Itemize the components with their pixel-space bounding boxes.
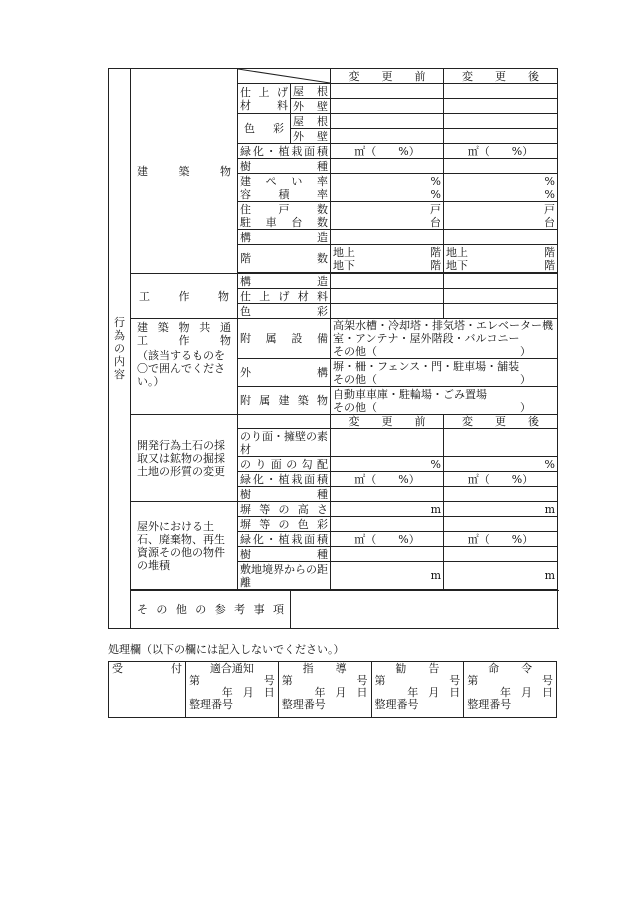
- notice-cell: [186, 662, 279, 718]
- storage-tree-before[interactable]: [331, 547, 444, 562]
- hi-label: 日: [263, 686, 275, 699]
- dev-tree-after[interactable]: [444, 487, 558, 502]
- units-mark: 戸: [544, 202, 555, 216]
- order-cell: [464, 662, 557, 718]
- common-category-cell: [131, 319, 238, 415]
- other-reference-field[interactable]: [291, 591, 558, 629]
- exterior-other: その他（ ）: [333, 372, 531, 386]
- car-mark: 台: [544, 215, 555, 229]
- fence-color-after[interactable]: [444, 517, 558, 532]
- annex-label: 附属建築物: [238, 387, 331, 415]
- boundary-distance-after[interactable]: m: [444, 562, 558, 590]
- hi-label: 日: [449, 686, 461, 699]
- slope-gradient-after[interactable]: %: [444, 457, 558, 472]
- tree-species-after[interactable]: [444, 159, 558, 174]
- floor-mark: 階: [430, 258, 441, 272]
- go-label: 号: [449, 674, 461, 687]
- dev-green-before[interactable]: ㎡（ %）: [331, 472, 444, 487]
- receipt-cell: [109, 662, 186, 718]
- header-before: 変 更 前: [331, 69, 444, 84]
- equipment-other: その他（ ）: [333, 345, 531, 358]
- section-title-char: 為: [114, 329, 125, 342]
- boundary-distance-label: 敷地境界からの距離: [238, 562, 331, 590]
- annex-options[interactable]: [331, 387, 558, 415]
- seiri-label: 整理番号: [467, 698, 512, 711]
- dev-header-before: 変 更 前: [331, 415, 444, 429]
- equipment-options[interactable]: [331, 319, 558, 359]
- annex-text: 自動車車庫・駐輪場・ごみ置場: [333, 387, 487, 401]
- seiri-label: 整理番号: [281, 698, 326, 711]
- above-label: 地上: [446, 245, 468, 259]
- floors-label: 階 数: [238, 245, 331, 273]
- above-label: 地上: [333, 245, 355, 259]
- parking-label: 駐 車 台 数: [240, 215, 328, 229]
- below-label: 地下: [446, 258, 468, 272]
- fence-color-label: 塀等の色彩: [238, 517, 331, 532]
- storage-green-after[interactable]: ㎡（ %）: [444, 532, 558, 547]
- nen-label: 年: [221, 686, 233, 699]
- percent-mark: %: [430, 174, 441, 188]
- dwelling-units-label: 住 戸 数: [240, 202, 328, 216]
- dev-tree-label: 樹 種: [238, 487, 331, 502]
- guidance-cell: [278, 662, 371, 718]
- storage-green-label: 緑化・植栽面積: [238, 532, 331, 547]
- building-structure-label: 構 造: [238, 230, 331, 245]
- seiri-label: 整理番号: [189, 698, 233, 711]
- boundary-distance-before[interactable]: m: [331, 562, 444, 590]
- finish-roof-after[interactable]: [444, 84, 558, 99]
- green-area-after[interactable]: ㎡（ %）: [444, 144, 558, 159]
- section-title-char: の: [114, 342, 125, 355]
- green-area-label: 緑化・植栽面積: [238, 144, 331, 159]
- storage-green-before[interactable]: ㎡（ %）: [331, 532, 444, 547]
- order-title: 命 令: [488, 662, 533, 675]
- hi-label: 日: [356, 686, 368, 699]
- seiri-label: 整理番号: [374, 698, 419, 711]
- processing-label: 処理欄（以下の欄には記入しないでください。）: [108, 643, 345, 656]
- processing-table: [108, 661, 557, 718]
- nen-label: 年: [407, 686, 419, 699]
- dai-label: 第: [189, 674, 200, 687]
- si-color-before[interactable]: [331, 304, 444, 319]
- go-label: 号: [356, 674, 368, 687]
- common-category-l1: 建 築 物 共 通: [137, 321, 231, 334]
- slope-material-before[interactable]: [331, 429, 444, 457]
- structure-item-category: 工 作 物: [131, 274, 238, 319]
- storage-tree-label: 樹 種: [238, 547, 331, 562]
- receipt-label: 受 付: [112, 662, 182, 675]
- si-structure-label: 構 造: [238, 274, 331, 289]
- si-finish-before[interactable]: [331, 289, 444, 304]
- color-label: 色 彩: [238, 114, 291, 144]
- slope-gradient-label: のり面の勾配: [238, 457, 331, 472]
- dai-label: 第: [467, 674, 479, 687]
- storage-tree-after[interactable]: [444, 547, 558, 562]
- dev-green-after[interactable]: ㎡（ %）: [444, 472, 558, 487]
- go-label: 号: [263, 674, 275, 687]
- ratio-after[interactable]: [444, 174, 558, 202]
- structure-after[interactable]: [444, 230, 558, 245]
- slope-material-after[interactable]: [444, 429, 558, 457]
- dev-header-after: 変 更 後: [444, 415, 558, 429]
- building-category: 建 築 物: [131, 69, 238, 274]
- percent-mark: %: [544, 187, 555, 201]
- nen-label: 年: [500, 686, 511, 699]
- finish-wall-before[interactable]: [331, 99, 444, 114]
- notice-title: 適合通知: [209, 662, 254, 675]
- percent-mark: %: [430, 187, 441, 201]
- units-label: [238, 202, 331, 230]
- section-title-cell: [109, 69, 131, 629]
- guidance-title: 指 導: [302, 662, 347, 675]
- roof-label: 屋 根: [291, 84, 331, 99]
- units-before[interactable]: [331, 202, 444, 230]
- storage-category: 屋外における土石、廃棄物、再生資源その他の物件の堆積: [131, 502, 238, 590]
- other-reference-label: その他の参考事項: [131, 591, 291, 629]
- slope-material-label: のり面・擁壁の素材: [238, 429, 331, 457]
- color-roof-before[interactable]: [331, 114, 444, 129]
- fence-color-before[interactable]: [331, 517, 444, 532]
- header-diagonal-cell: [238, 69, 331, 84]
- floor-area-ratio-label: 容 積 率: [240, 187, 328, 201]
- wall-label: 外 壁: [291, 99, 331, 114]
- tsuki-label: 月: [242, 686, 254, 699]
- tree-species-before[interactable]: [331, 159, 444, 174]
- color-wall-label: 外 壁: [291, 129, 331, 144]
- finish-material-line2: 材 料: [240, 98, 288, 112]
- units-mark: 戸: [430, 202, 441, 216]
- si-finish-label: 仕上げ材料: [238, 289, 331, 304]
- color-wall-before[interactable]: [331, 129, 444, 144]
- equipment-text: 高架水槽・冷却塔・排気塔・エレベーター機室・アンテナ・屋外階段・バルコニー: [333, 319, 553, 345]
- go-label: 号: [542, 674, 553, 687]
- nen-label: 年: [314, 686, 326, 699]
- si-structure-before[interactable]: [331, 274, 444, 289]
- finish-wall-after[interactable]: [444, 99, 558, 114]
- floors-before[interactable]: [331, 245, 444, 273]
- slope-gradient-before[interactable]: %: [331, 457, 444, 472]
- color-roof-label: 屋 根: [291, 114, 331, 129]
- finish-material-line1: 仕上げ: [240, 85, 288, 99]
- tsuki-label: 月: [335, 686, 347, 699]
- advice-title: 勧 告: [395, 662, 440, 675]
- structure-before[interactable]: [331, 230, 444, 245]
- below-label: 地下: [333, 258, 355, 272]
- section-title-char: 行: [114, 316, 125, 329]
- section-title-char: 容: [114, 368, 125, 381]
- dev-tree-before[interactable]: [331, 487, 444, 502]
- ratio-label: [238, 174, 331, 202]
- si-color-label: 色 彩: [238, 304, 331, 319]
- annex-other: その他（ ）: [333, 400, 531, 414]
- si-finish-after[interactable]: [444, 289, 558, 304]
- application-form-table: [108, 68, 558, 629]
- fence-height-label: 塀等の高さ: [238, 502, 331, 517]
- coverage-ratio-label: 建ぺい率: [240, 174, 328, 188]
- si-structure-after[interactable]: [444, 274, 558, 289]
- hi-label: 日: [542, 686, 553, 699]
- dev-header-diagonal: [238, 415, 331, 429]
- green-area-before[interactable]: ㎡（ %）: [331, 144, 444, 159]
- ratio-before[interactable]: [331, 174, 444, 202]
- advice-cell: [371, 662, 464, 718]
- floors-after[interactable]: [444, 245, 558, 273]
- percent-mark: %: [544, 174, 555, 188]
- floor-mark: 階: [544, 258, 555, 272]
- section-title-char: 内: [114, 355, 125, 368]
- tree-species-label: 樹 種: [238, 159, 331, 174]
- units-after[interactable]: [444, 202, 558, 230]
- equipment-label: 附属設備: [238, 319, 331, 359]
- si-color-after[interactable]: [444, 304, 558, 319]
- diagonal-line: [238, 69, 330, 83]
- exterior-options[interactable]: [331, 359, 558, 387]
- dai-label: 第: [374, 674, 386, 687]
- tsuki-label: 月: [521, 686, 532, 699]
- floor-mark: 階: [544, 245, 555, 259]
- exterior-text: 塀・柵・フェンス・門・駐車場・舗装: [333, 359, 520, 373]
- dai-label: 第: [281, 674, 293, 687]
- dev-green-label: 緑化・植栽面積: [238, 472, 331, 487]
- development-category: 開発行為土石の採取又は鉱物の掘採土地の形質の変更: [131, 415, 238, 502]
- header-after: 変 更 後: [444, 69, 558, 84]
- common-category-l2: 工 作 物: [137, 334, 231, 347]
- tsuki-label: 月: [428, 686, 440, 699]
- fence-height-before[interactable]: m: [331, 502, 444, 517]
- finish-material-label: [238, 84, 291, 114]
- fence-height-after[interactable]: m: [444, 502, 558, 517]
- car-mark: 台: [430, 215, 441, 229]
- finish-roof-before[interactable]: [331, 84, 444, 99]
- common-note: （該当するものを〇で囲んでください。）: [137, 349, 225, 388]
- floor-mark: 階: [430, 245, 441, 259]
- color-roof-after[interactable]: [444, 114, 558, 129]
- exterior-label: 外 構: [238, 359, 331, 387]
- color-wall-after[interactable]: [444, 129, 558, 144]
